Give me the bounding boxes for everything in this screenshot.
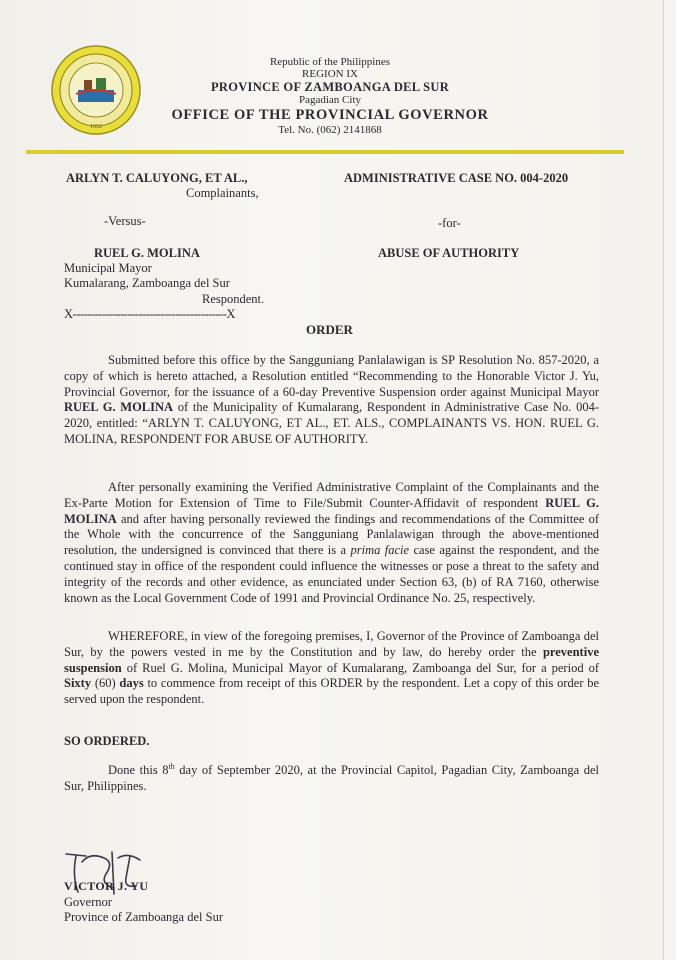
respondent-title: Municipal Mayor [64,261,152,275]
signatory-name: VICTOR J. YU [64,879,149,893]
order-title: ORDER [306,322,353,337]
para3-text-end: to commence from receipt of this ORDER by the respondent. Let a copy of this order be served upon the respondent. [64,676,600,707]
done-text: Done this 8 [108,763,169,777]
letterhead [160,56,500,137]
respondent-place: Kumalarang, Zamboanga del Sur [64,276,230,290]
respondent-role: Respondent. [202,292,265,306]
versus-label: -Versus- [104,214,146,228]
letterhead-province: PROVINCE OF ZAMBOANGA DEL SUR [210,80,450,94]
svg-text:1952: 1952 [90,124,102,130]
done-text-end: day of September 2020, at the Provincial Capitol, Pagadian City, Zamboanga del Sur, Philippines. [64,763,599,793]
para3-suspension: preventive suspension [64,644,599,675]
letterhead-office: OFFICE OF THE PROVINCIAL GOVERNOR [171,107,489,123]
done-superscript: th [168,761,175,771]
para3-sixty-num: (60) [91,676,120,691]
signatory-office: Province of Zamboanga del Sur [64,910,223,924]
paragraph-wherefore [64,629,599,708]
so-ordered: SO ORDERED. [64,734,150,748]
page-edge [663,0,676,960]
signatory-title: Governor [64,895,112,909]
case-number: ADMINISTRATIVE CASE NO. 004-2020 [344,171,569,185]
para1-text: Submitted before this office by the Sangguniang Panlalawigan is SP Resolution No. 857-2020, a copy of which is hereto attached, a Resolution entitled “Recommending to the Honorable Victor J. Yu, Provincial Governor, for the issuance of a 60-day Preventive Suspension order against Municipal Mayor [64,353,599,399]
letterhead-region: REGION IX [302,68,358,80]
para1-respondent: RUEL G. MOLINA [64,400,174,415]
para2-prima-facie: prima facie [350,543,410,558]
para3-days: days [119,676,144,691]
para2-text: After personally examining the Verified Administrative Complaint of the Complainants and the Ex-Parte Motion for Extension of Time to File/Submit Counter-Affidavit of respondent [64,480,599,510]
para2-respondent: RUEL G. MOLINA [64,495,599,526]
para3-text-mid: of Ruel G. Molina, Municipal Mayor of Kumalarang, Zamboanga del Sur, for a period of [121,660,599,675]
letterhead-city: Pagadian City [298,94,362,106]
offense-title: ABUSE OF AUTHORITY [378,246,520,260]
paragraph-submission [64,353,599,448]
letterhead-telephone: Tel. No. (062) 2141868 [278,124,382,136]
para3-sixty: Sixty [64,676,92,691]
letterhead-republic: Republic of the Philippines [269,56,391,68]
para1-text-end: of the Municipality of Kumalarang, Respondent in Administrative Case No. 004-2020, entitled: “ARLYN T. CALUYONG, ET AL., ET. ALS., COMPLAINANTS VS. HON. RUEL G. MOLINA, RESPONDENT FOR ABUSE OF AUTHORITY. [64,400,600,446]
para3-text: WHEREFORE, in view of the foregoing premises, I, Governor of the Province of Zamboanga del Sur, by the powers vested in me by the Constitution and by law, do hereby order the [64,629,599,659]
complainant-role: Complainants, [186,186,259,200]
para2-text-mid: and after having personally reviewed the findings and recommendations of the Committee of the Whole with the concurrence of the Sangguniang Panlalawigan through the above-mentioned resolution, the undersigned is convinced that there is a [64,511,599,558]
paragraph-done [64,763,599,795]
caption-separator: X------------------------------------------X [64,307,235,321]
for-label: -for- [438,216,461,230]
paragraph-findings [64,480,599,606]
respondent-name: RUEL G. MOLINA [94,246,200,260]
complainant-name: ARLYN T. CALUYONG, ET AL., [66,171,248,185]
letterhead-divider [26,150,624,154]
provincial-seal-logo [50,44,142,136]
para2-text-end: case against the respondent, and the continued stay in office of the respondent could influence the witnesses or pose a threat to the safety and integrity of the records and other evidence, as enunciated under Section 63, (b) of RA 7160, otherwise known as the Local Government Code of 1991 and Provincial Ordinance No. 25, respectively. [64,543,599,605]
